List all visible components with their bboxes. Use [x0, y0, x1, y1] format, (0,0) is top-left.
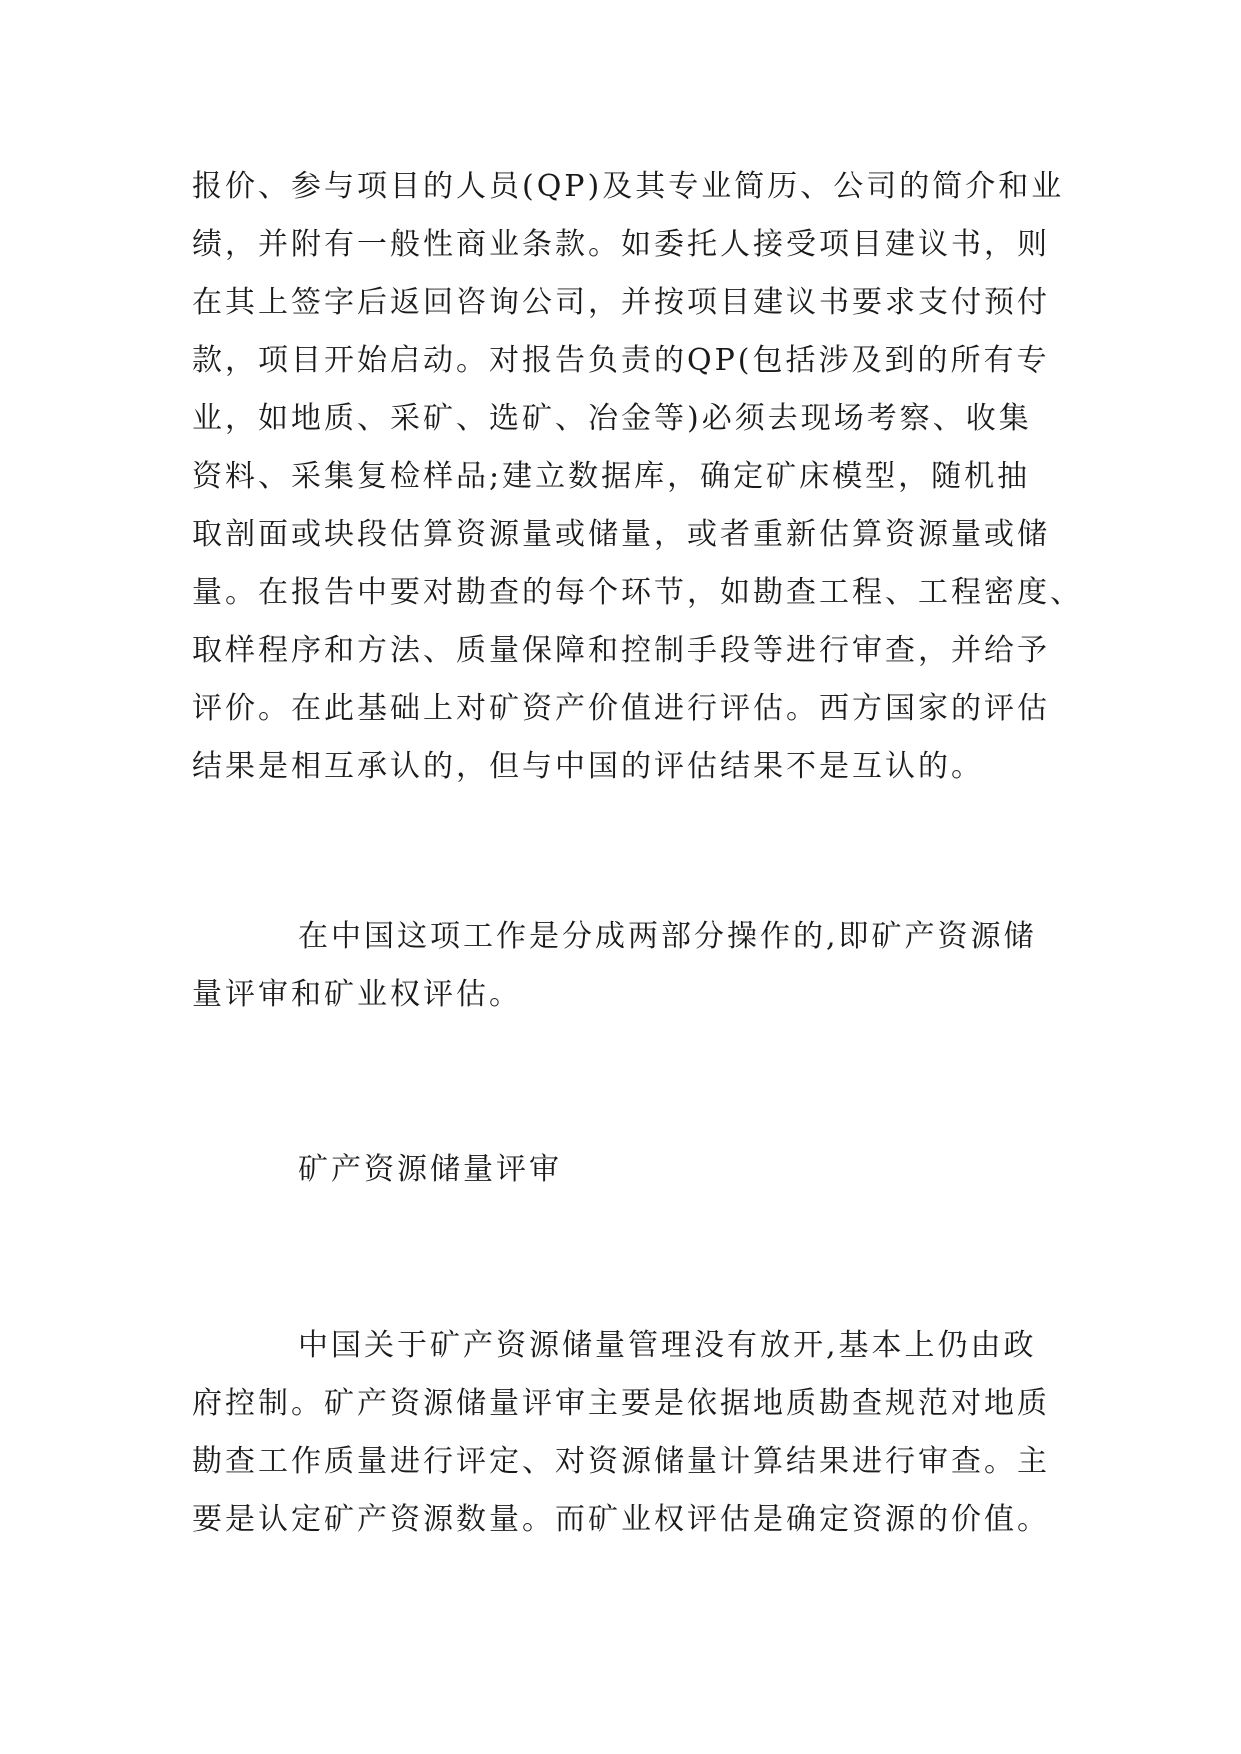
paragraph-reserve-review	[192, 1317, 1062, 1549]
paragraph-line: 绩，并附有一般性商业条款。如委托人接受项目建议书，则	[192, 227, 1050, 262]
paragraph-line: 业，如地质、采矿、选矿、冶金等)必须去现场考察、收集	[192, 401, 1032, 436]
paragraph-qp-process	[192, 158, 1083, 796]
paragraph-line: 报价、参与项目的人员(QP)及其专业简历、公司的简介和业	[192, 169, 1065, 204]
paragraph-line: 取剖面或块段估算资源量或储量，或者重新估算资源量或储	[192, 517, 1050, 552]
paragraph-line: 中国关于矿产资源储量管理没有放开,基本上仍由政	[298, 1328, 1037, 1363]
paragraph-china-two-parts	[192, 908, 1062, 1024]
paragraph-line: 勘查工作质量进行评定、对资源储量计算结果进行审查。主	[192, 1444, 1050, 1479]
paragraph-line: 量。在报告中要对勘查的每个环节，如勘查工程、工程密度、	[192, 575, 1083, 610]
paragraph-line: 取样程序和方法、质量保障和控制手段等进行审查，并给予	[192, 633, 1050, 668]
paragraph-line: 资料、采集复检样品;建立数据库，确定矿床模型，随机抽	[192, 459, 1031, 494]
paragraph-line: 款，项目开始启动。对报告负责的QP(包括涉及到的所有专	[192, 343, 1050, 378]
paragraph-line: 评价。在此基础上对矿资产价值进行评估。西方国家的评估	[192, 691, 1050, 726]
section-heading	[192, 1141, 1062, 1199]
paragraph-line: 在其上签字后返回咨询公司，并按项目建议书要求支付预付	[192, 285, 1050, 320]
paragraph-line: 府控制。矿产资源储量评审主要是依据地质勘查规范对地质	[192, 1386, 1050, 1421]
paragraph-line: 要是认定矿产资源数量。而矿业权评估是确定资源的价值。	[192, 1502, 1050, 1537]
section-heading-text: 矿产资源储量评审	[298, 1152, 562, 1187]
paragraph-line: 结果是相互承认的，但与中国的评估结果不是互认的。	[192, 749, 984, 784]
paragraph-line: 在中国这项工作是分成两部分操作的,即矿产资源储	[298, 919, 1037, 954]
paragraph-line: 量评审和矿业权评估。	[192, 977, 522, 1012]
